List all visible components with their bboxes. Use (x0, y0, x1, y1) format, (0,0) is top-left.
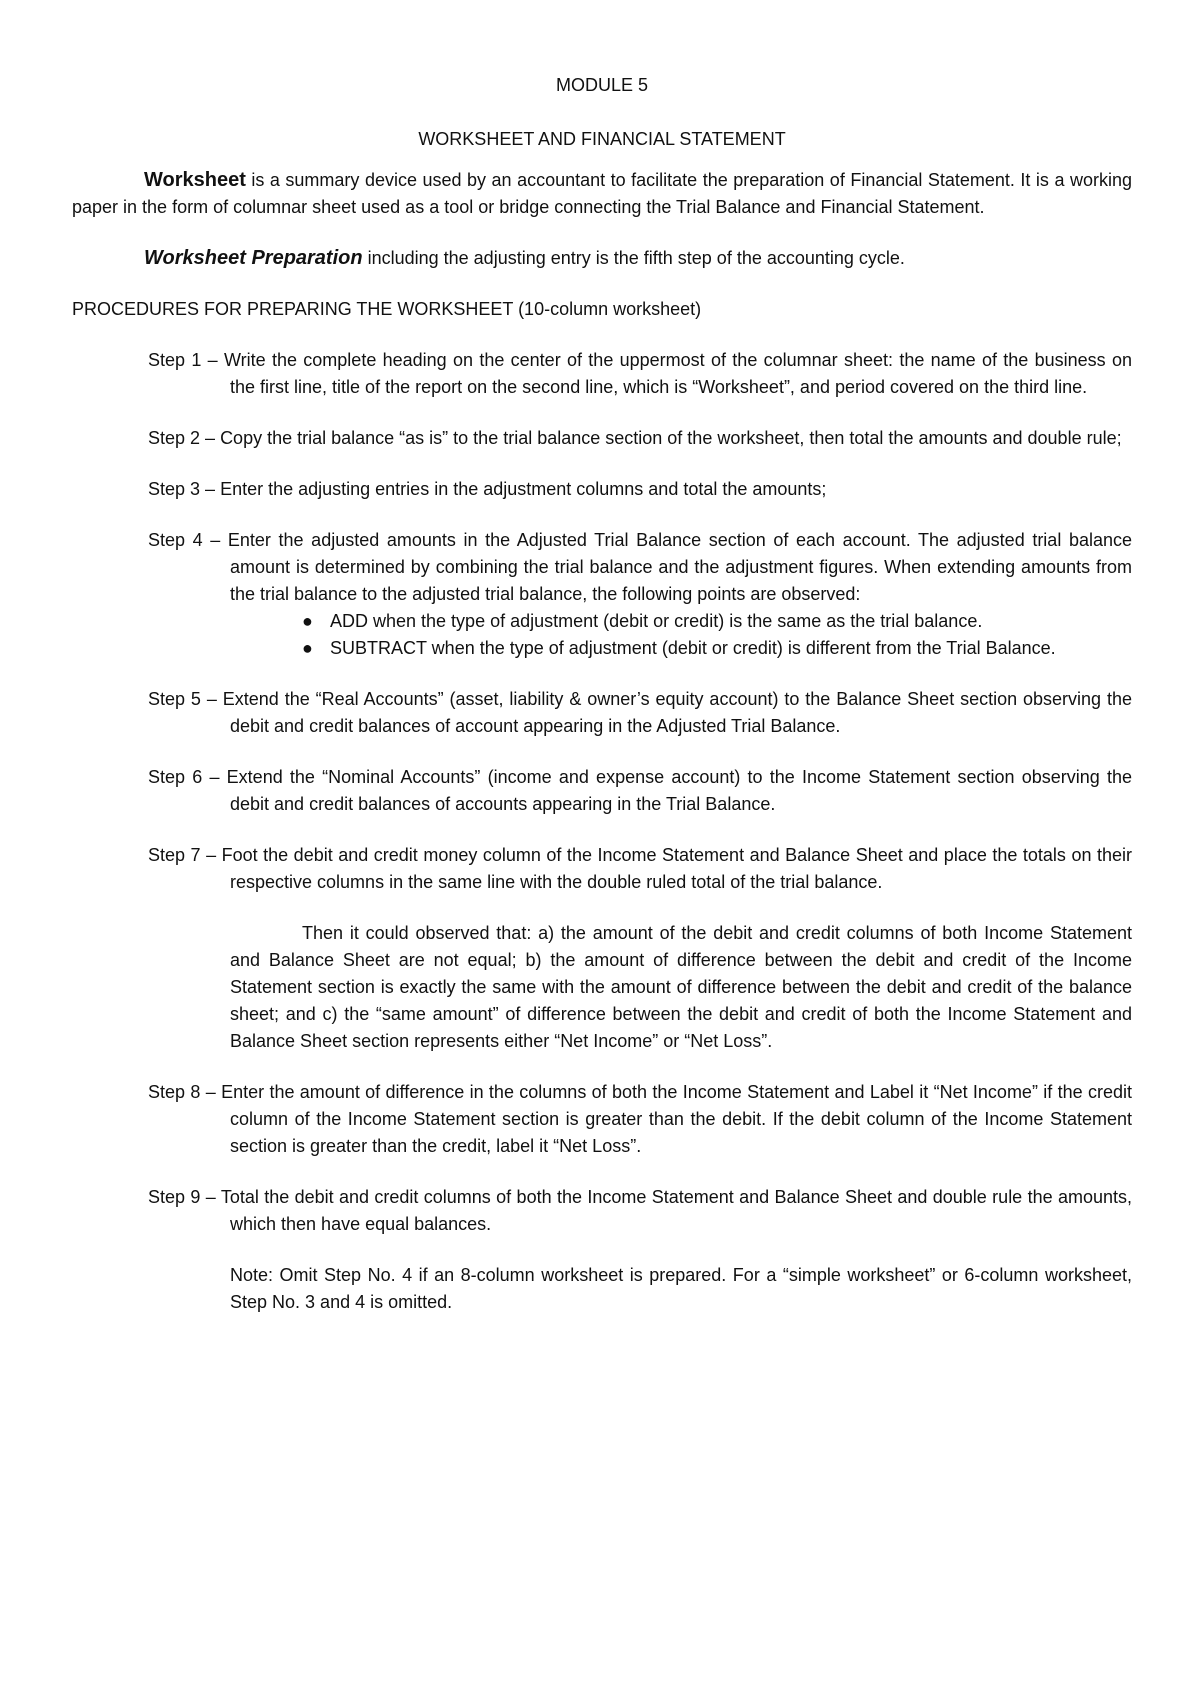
step-2 (148, 425, 1132, 452)
step-4 (148, 527, 1132, 662)
final-note: Note: Omit Step No. 4 if an 8-column worksheet is prepared. For a “simple worksheet” or 6-column worksheet, Step No. 3 and 4 is omitted. (230, 1265, 1132, 1312)
step-label: Step 1 – (148, 350, 224, 370)
step-label: Step 5 – (148, 689, 223, 709)
step-text: Write the complete heading on the center of the uppermost of the columnar sheet: the name of the business on the first line, title of the report on the second line, which is “Worksheet”, and period covered on the third line. (223, 350, 1132, 397)
worksheet-preparation-paragraph (72, 245, 1132, 272)
step-text: Total the debit and credit columns of both the Income Statement and Balance Sheet and double rule the amounts, which then have equal balances. (220, 1187, 1132, 1234)
module-heading: MODULE 5 (555, 75, 649, 95)
step-label: Step 9 – (148, 1187, 221, 1207)
bullet-icon: ● (302, 611, 313, 631)
step-label: Step 4 – (148, 530, 228, 550)
worksheet-term: Worksheet (144, 169, 246, 191)
step-6 (148, 764, 1132, 818)
step-label: Step 3 – (148, 479, 221, 499)
bullet-icon: ● (302, 638, 313, 658)
step-label: Step 8 – (148, 1082, 222, 1102)
step-text: Enter the adjusting entries in the adjustment columns and total the amounts; (220, 479, 827, 499)
step-7-observation: Then it could observed that: a) the amount of the debit and credit columns of both Income Statement and Balance Sheet are not equal; b) the amount of difference between the debit and credit of the Income Statement section is exactly the same with the amount of difference between the debit and credit of the balance sheet; and c) the “same amount” of difference between the debit and credit of both the Income Statement and Balance Sheet section represents either “Net Income” or “Net Loss”. (230, 923, 1132, 1051)
step-text: Foot the debit and credit money column of the Income Statement and Balance Sheet and place the totals on their respective columns in the same line with the double ruled total of the trial balance. (221, 845, 1132, 892)
step-text: Copy the trial balance “as is” to the trial balance section of the worksheet, then total the amounts and double rule; (220, 428, 1122, 448)
document-title: WORKSHEET AND FINANCIAL STATEMENT (418, 129, 786, 149)
step-text: Enter the adjusted amounts in the Adjusted Trial Balance section of each account. The adjusted trial balance amount is determined by combining the trial balance and the adjustment figures. When extending amounts from the trial balance to the adjusted trial balance, the following points are observed: (227, 530, 1132, 604)
worksheet-preparation-text: including the adjusting entry is the fifth step of the accounting cycle. (362, 248, 905, 268)
step-1 (148, 347, 1132, 401)
list-item (302, 608, 1132, 635)
step-8 (148, 1079, 1132, 1160)
bullet-text: ADD when the type of adjustment (debit or credit) is the same as the trial balance. (330, 611, 983, 631)
step-5 (148, 686, 1132, 740)
list-item (302, 635, 1132, 662)
step-3 (148, 476, 1132, 503)
worksheet-preparation-term: Worksheet Preparation (144, 247, 363, 269)
step-7 (148, 842, 1132, 896)
worksheet-definition (72, 167, 1132, 221)
step-label: Step 2 – (148, 428, 221, 448)
step-text: Extend the “Real Accounts” (asset, liability & owner’s equity account) to the Balance Sheet section observing the debit and credit balances of account appearing in the Adjusted Trial Balance. (222, 689, 1132, 736)
step-4-bullet-list (230, 608, 1132, 662)
step-9 (148, 1184, 1132, 1238)
step-text: Enter the amount of difference in the columns of both the Income Statement and Label it “Net Income” if the credit column of the Income Statement section is greater than the debit. If the debit column of the Income Statement section is greater than the credit, label it “Net Loss”. (221, 1082, 1132, 1156)
worksheet-definition-text: is a summary device used by an accountant to facilitate the preparation of Financial Statement. It is a working paper in the form of columnar sheet used as a tool or bridge connecting the Trial Balance and Financial Statement. (72, 170, 1132, 217)
step-label: Step 6 – (148, 767, 227, 787)
step-text: Extend the “Nominal Accounts” (income and expense account) to the Income Statement section observing the debit and credit balances of accounts appearing in the Trial Balance. (226, 767, 1132, 814)
bullet-text: SUBTRACT when the type of adjustment (debit or credit) is different from the Trial Balance. (330, 638, 1056, 658)
step-label: Step 7 – (148, 845, 222, 865)
procedures-heading: PROCEDURES FOR PREPARING THE WORKSHEET (10-column worksheet) (72, 299, 702, 319)
